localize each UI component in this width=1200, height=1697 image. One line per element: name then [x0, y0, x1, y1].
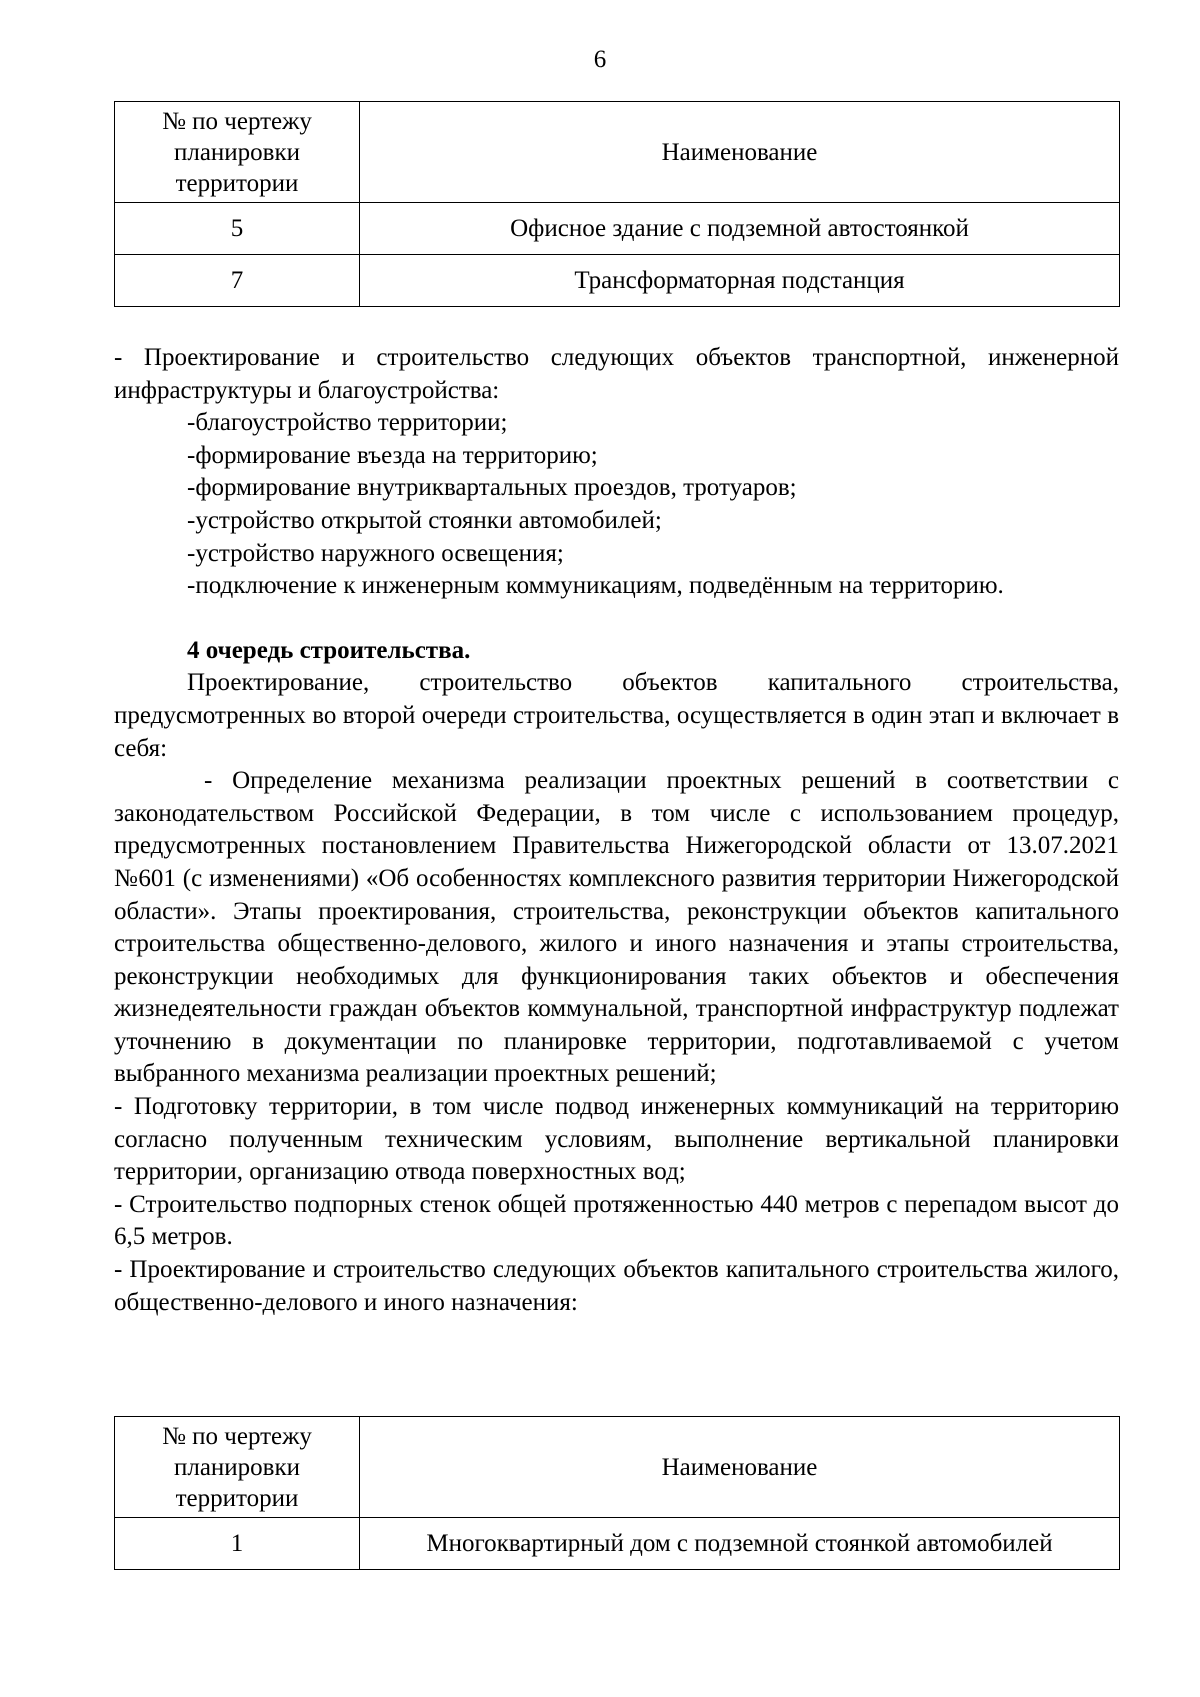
row-name: Трансформаторная подстанция [360, 255, 1120, 307]
table-row [115, 203, 1120, 255]
list-item: -устройство наружного освещения; [187, 539, 564, 567]
section-heading: 4 очередь строительства. [187, 636, 471, 664]
list-item: -формирование внутриквартальных проездов, тротуаров; [187, 474, 797, 502]
header-name: Наименование [360, 102, 1120, 203]
list-item: -формирование въезда на территорию; [187, 441, 598, 469]
objects-table-2 [114, 1416, 1120, 1570]
list-item: -устройство открытой стоянки автомобилей; [187, 506, 662, 534]
row-number: 1 [115, 1518, 360, 1570]
row-number: 7 [115, 255, 360, 307]
paragraph: - Определение механизма реализации проектных решений в соответствии с законодательством Российской Федерации, в том числе с использованием процедур, предусмотренных постановлением Правительства Нижегородской области от 13.07.2021 №601 (с изменениями) «Об особенностях комплексного развития территории Нижегородской области». Этапы проектирования, строительства, реконструкции объектов капитального строительства общественно-делового, жилого и иного назначения и этапы строительства, реконструкции необходимых для функционирования таких объектов и обеспечения жизнедеятельности граждан объектов коммунальной, транспортной инфраструктур подлежат уточнению в документации по планировке территории, подготавливаемой с учетом выбранного механизма реализации проектных решений; [114, 767, 1119, 1088]
document-body [114, 342, 1119, 1319]
list-item: -подключение к инженерным коммуникациям, подведённым на территорию. [187, 572, 1004, 600]
row-name: Многоквартирный дом с подземной стоянкой автомобилей [360, 1518, 1120, 1570]
list-item: -благоустройство территории; [187, 409, 508, 437]
table-row [115, 255, 1120, 307]
header-name: Наименование [360, 1417, 1120, 1518]
table-header-row [115, 102, 1120, 203]
section1-intro: - Проектирование и строительство следующих объектов транспортной, инженерной инфраструктуры и благоустройства: [114, 344, 1119, 404]
paragraph: - Проектирование и строительство следующих объектов капитального строительства жилого, общественно-делового и иного назначения: [114, 1256, 1119, 1316]
row-name: Офисное здание с подземной автостоянкой [360, 203, 1120, 255]
header-drawing-number: № по чертежу планировки территории [115, 1417, 360, 1518]
objects-table-1 [114, 101, 1120, 307]
row-number: 5 [115, 203, 360, 255]
table-header-row [115, 1417, 1120, 1518]
infrastructure-list [114, 407, 1119, 603]
table-row [115, 1518, 1120, 1570]
header-drawing-number: № по чертежу планировки территории [115, 102, 360, 203]
paragraph: - Строительство подпорных стенок общей протяженностью 440 метров с перепадом высот до 6,5 метров. [114, 1190, 1119, 1251]
paragraph: - Подготовку территории, в том числе подвод инженерных коммуникаций на территорию согласно полученным техническим условиям, выполнение вертикальной планировки территории, организацию отвода поверхностных вод; [114, 1093, 1119, 1186]
paragraph: Проектирование, строительство объектов капитального строительства, предусмотренных во второй очереди строительства, осуществляется в один этап и включает в себя: [114, 669, 1119, 762]
page-number: 6 [593, 46, 607, 73]
